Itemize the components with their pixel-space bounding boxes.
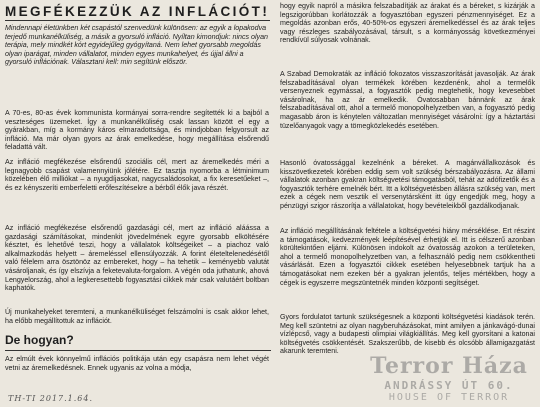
archive-stamp: TH-TI 2017.1.64.: [8, 394, 94, 403]
watermark-sub: HOUSE OF TERROR: [388, 392, 510, 403]
right-paragraph-3: Hasonló óvatossággal kezelnénk a béreket. A magánvállalkozások és kisszövetkezetek körében eddig sem volt szükség bérszabályozásra. Az állami vállalatok azonban gyakran költségvetési támogatásból, tehát az adófizetők és a fogyasztók terhére emelnék bért. Itt a költségvetésben állásra szükség van, mert ezek a cégek nem vesztik el versenytársként itt úgy engedjük meg, hogy a pénzügyi szigor rászorítja a vállalatokat, hogy bevételeikből gazdálkodjanak.: [280, 159, 535, 210]
right-paragraph-2: A Szabad Demokraták az infláció fokozatos visszaszorítását javasolják. Az árak felszabadításával olyan termékek körében kezdenénk, ahol a termelők versenyeznek egymással, a fogyasztók pedig megtehetik, hogy kevesebbet vásárolnak, ha az ár emelkedik. Óvatosabban bánnánk az árak felszabadításával ott, ahol a termelő monopolhelyzetben van, a fogyasztó pedig magasabb áron is kénytelen változatlan mennyiséget vásárolni: így a háztartási tüzelőanyagok vagy a tömegközlekedés esetében.: [280, 70, 535, 130]
right-paragraph-1: hogy egyik napról a másikra felszabadítják az árakat és a béreket, s kizárják a legszigorúbban korlátozzák a fogyasztóban egyszeri pénzmennyiséget. Ez a megoldás azonban erős, 40-50%-os egyszeri áremelkedéssel és az árak teljes vagy részleges szabályozásával, társult, s a kormányosság következményei rendkívül súlyosak volnának.: [280, 2, 535, 45]
left-paragraph-2: Az infláció megfékezése elsőrendű szociális cél, mert az áremelkedés méri a legnagyobb csapást valamennyiünk jólétére. Ez tasztja nyomorba a létminimum közelében élő milliókat – a nyugdíjasokat, nagycsaládosokat, a fix keresetűeket –, és ez kényszeríti emberfeletti erőfeszítésekre a bérből élők java részét.: [5, 158, 269, 192]
page-title: MEGFÉKEZZÜK AZ INFLÁCIÓT!: [5, 4, 270, 19]
closing-paragraph: Az elmúlt évek könnyelmű inflációs politikája után egy csapásra nem lehet végét vetni az áremelkedésnek. Ennek ugyanis az volna a módja,: [5, 355, 269, 372]
watermark-address: ANDRÁSSY ÚT 60.: [384, 379, 514, 392]
intro-paragraph: Mindennapi életünkben két csapástól szenvedünk különösen: az egyik a lopakodva terjedő munkanélküliség, a másik a gyorsuló infláció. Nyíltan kimondjuk: nincs olyan terápia, mely mindkét kórt egyidejűleg gyógyítaná. Nem lehet gyorsabb megoldás olyan iparágat, minden vállalatot, minden egyes munkahelyet, és újjal állni a gyorsuló inflációnak. Választani kell: min segítünk először.: [5, 24, 268, 67]
watermark-name: Terror Háza: [370, 353, 528, 379]
left-paragraph-4: Új munkahelyeket teremteni, a munkanélküliséget felszámolni is csak akkor lehet, ha előbb megállítottuk az inflációt.: [5, 308, 269, 325]
heading-rule: [5, 350, 271, 351]
left-paragraph-3: Az infláció megfékezése elsőrendű gazdasági cél, mert az infláció aláássa a gazdasági számításokat, mindenkit jövedelmének egyre gyorsabb elköltésére késztet, és lehetővé teszi, hogy a vállalatok költségeiket – a piachoz való alkalmazkodás helyett – áremeléssel ellensúlyozzák. A forint életeltelenedésétől való félelem arra ösztönöz az embereket, hogy – ha tehetik – keményebb valutát vásároljanak, és így elszívja a feketevaluta-forgalom. A végén oda juthatunk, ahová Lengyelország, ahol a legkeresettebb fogyasztási cikkek már csak valutáért boltban kaphatók.: [5, 224, 269, 293]
right-paragraph-4: Az infláció megállításának feltétele a költségvetési hiány mérséklése. Ert részint a támogatások, kedvezmények leépítésével érhetjük el. Itt is célszerű azonban körültekintően eljárni. Különösen indokolt az óvatosság azokon a területeken, ahol a termelő monopolhelyzetben van, a felhasználó pedig nem csökkentheti vásárlását. Ezen a fogyasztói cikkek esetében helyesebbnek tartjuk ha a támogatásokat nem ezeken bér a gyakran jelentős, teljes mértékben, hogy a cégek is egyszerre megszüntetnék minden központi segítséget.: [280, 227, 535, 287]
right-paragraph-5: Gyors fordulatot tartunk szükségesnek a központi költségvetési kiadások terén. Meg kell szüntetni az olyan nagyberuházásokat, mint amilyen a jánkavágó-dunai vízlépcső, vagy a budapesti olimpiai világkiállítás. Meg kell gyorsítani a katonai költségvetés csökkentését. Szakszerűbb, de kisebb és olcsóbb államigazgatást akarunk teremteni.: [280, 313, 535, 356]
house-of-terror-watermark: [364, 353, 534, 403]
left-paragraph-1: A 70-es, 80-as évek kommunista kormányai sorra-rendre segítették ki a bajból a veszteséges üzemeket. Így a munkanélküliség csak lassan között el egy a gyárakban, míg a kormány káros elmaradottsága, és mindjobban felgyorsult az infláció. Ma már olyan gyors az árak emelkedése, hogy megállítása elsőrendű feladattá vált.: [5, 109, 269, 152]
section-heading: De hogyan?: [5, 333, 74, 347]
